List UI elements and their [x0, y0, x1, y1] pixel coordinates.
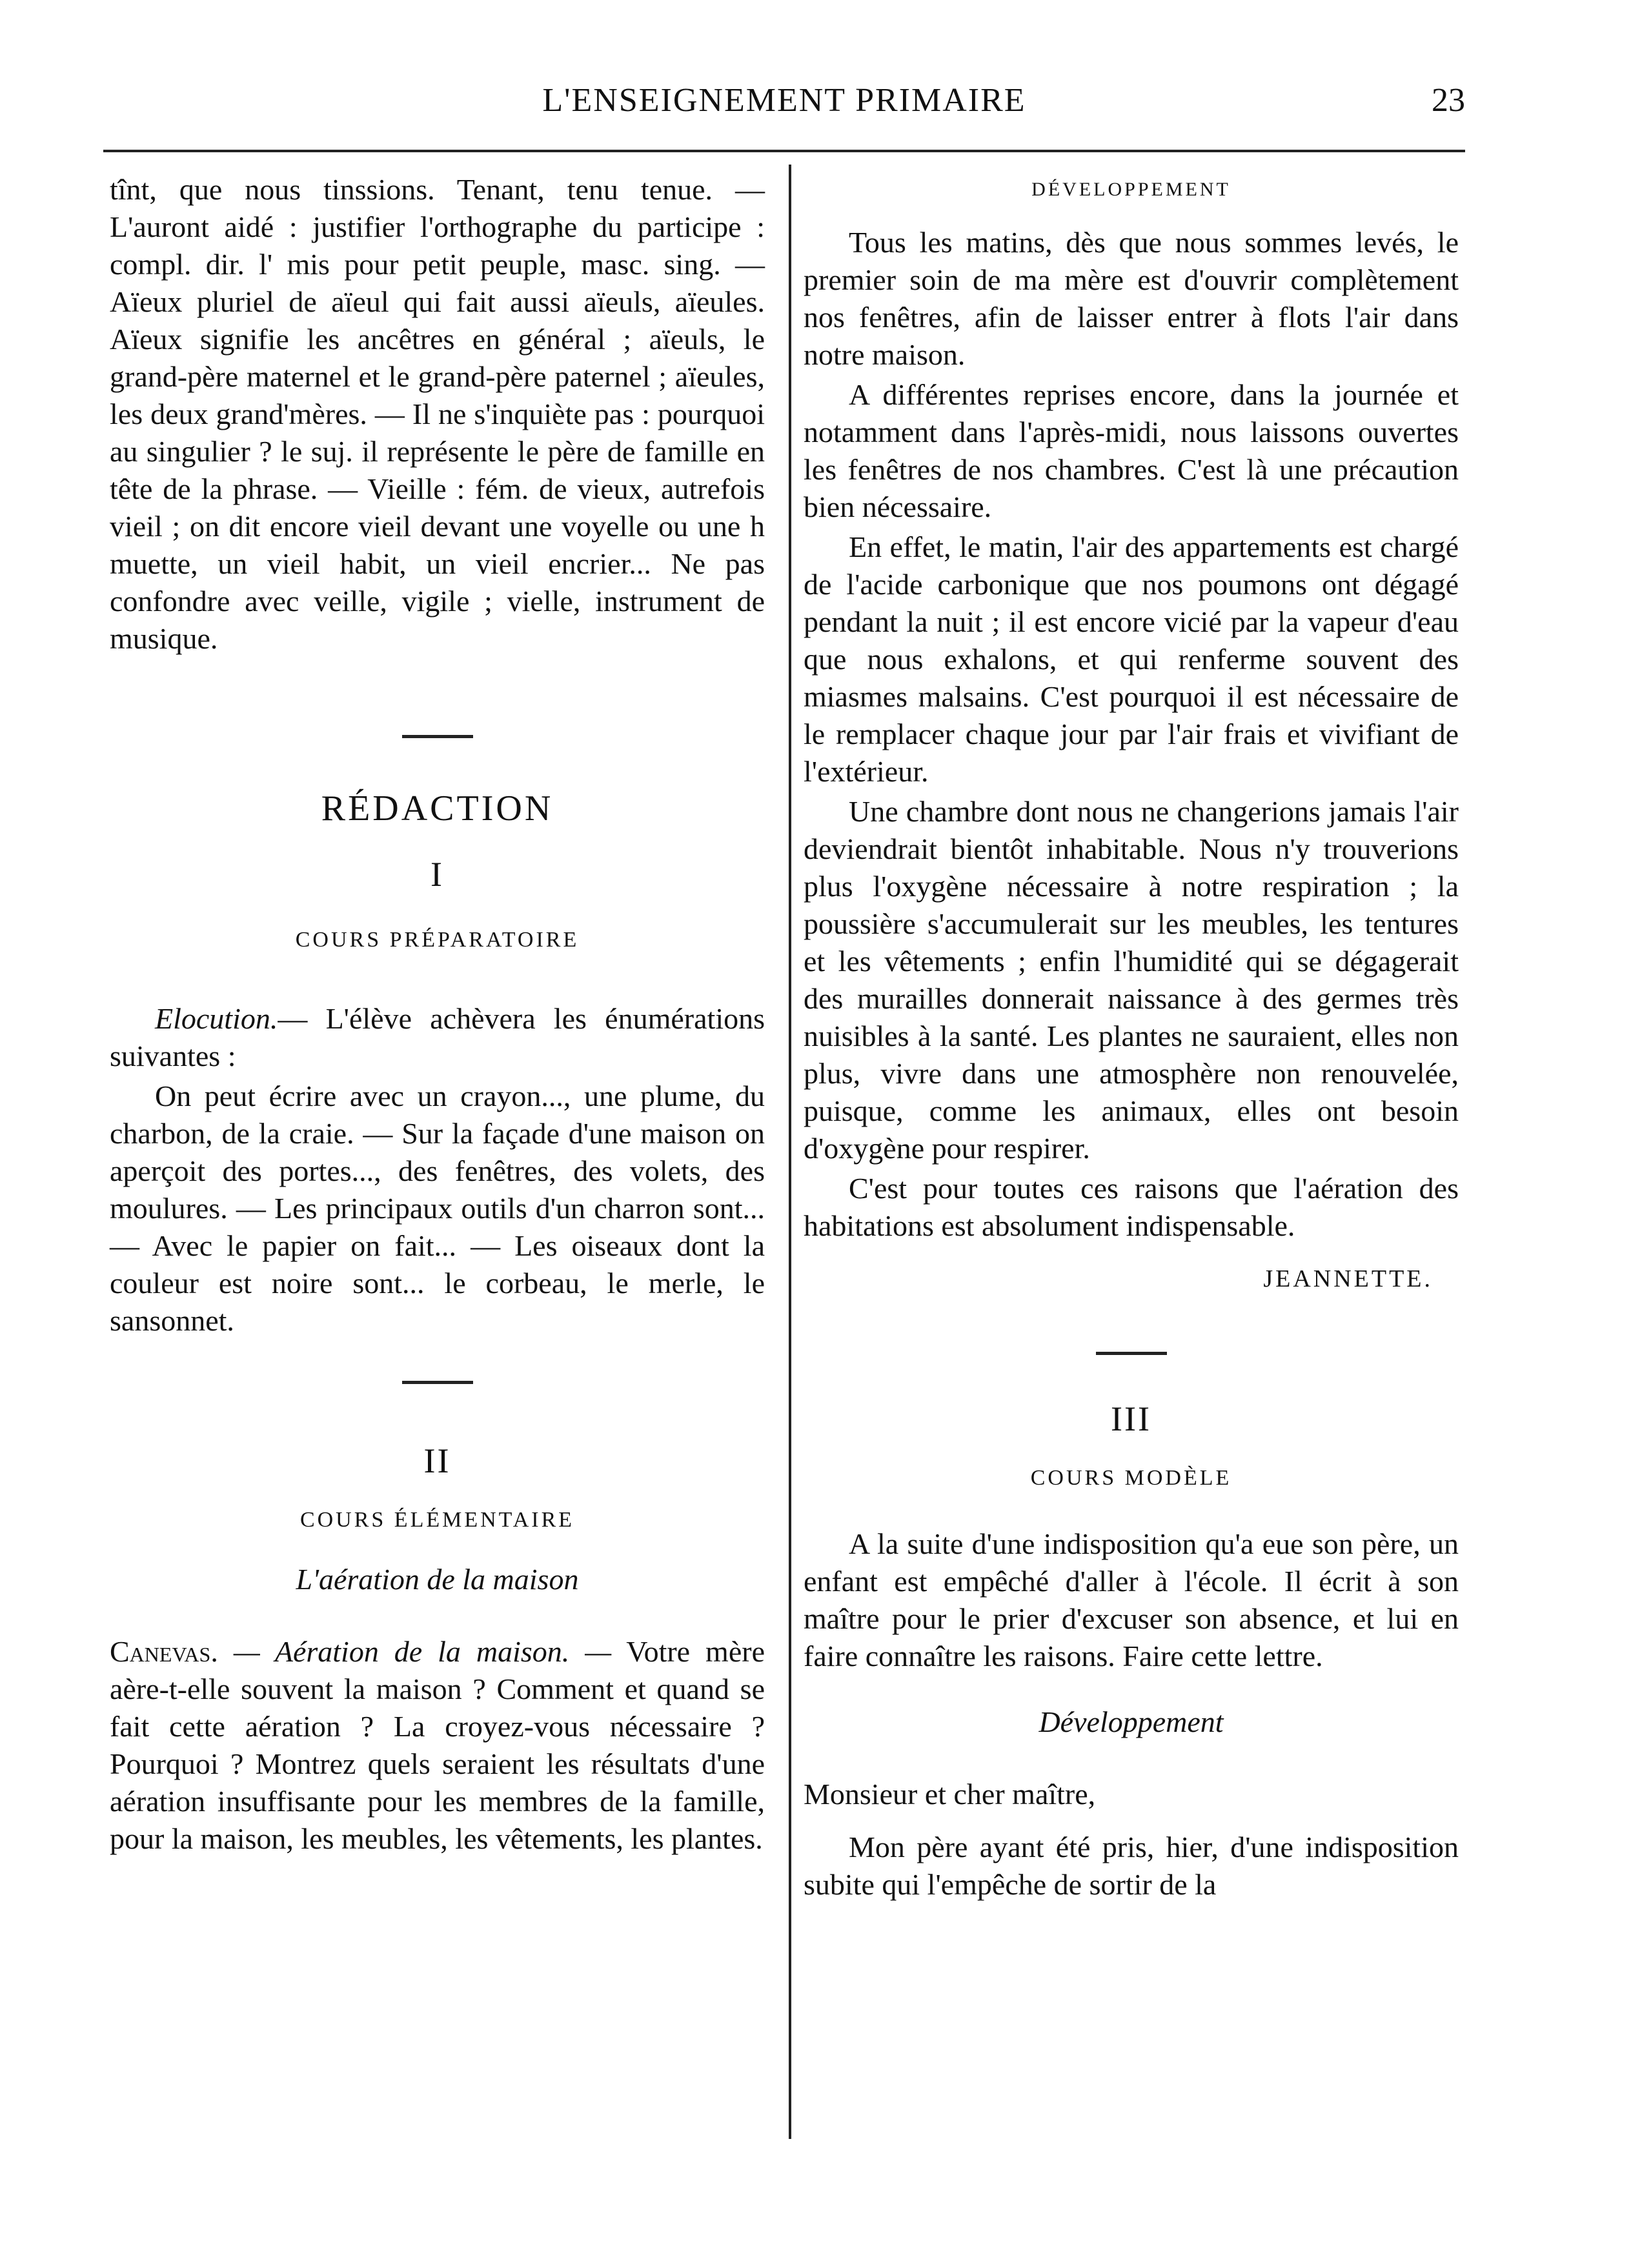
development-paragraph-5: C'est pour toutes ces raisons que l'aération des habitations est absolument indispensable. [804, 1172, 1459, 1242]
canevas-label: Canevas. [110, 1635, 218, 1668]
section-course-2: COURS ÉLÉMENTAIRE [299, 1508, 575, 1532]
redaction-heading: RÉDACTION [321, 788, 554, 828]
section-numeral-2: II [423, 1441, 451, 1480]
grammar-notes: tînt, que nous tinssions. Tenant, tenu tenue. — L'auront aidé : justifier l'orthographe du participe : compl. dir. l' mis pour petit peuple, masc. sing. — Aïeux pluriel de aïeul qui fait aussi aïeuls, aïeules. Aïeux signifie les ancêtres en général ; aïeuls, le grand-père maternel et le grand-père paternel ; aïeules, les deux grand'mères. — Il ne s'inquiète pas : pourquoi au singulier ? le suj. il représente le père de famille en tête de la phrase. — Vieille : fém. de vieux, autrefois vieil ; on dit encore vieil devant une voyelle ou une h muette, un vieil habit, un vieil encrier... Ne pas confondre avec veille, vigile ; vielle, instrument de musique. [110, 173, 765, 655]
section-course-3: COURS MODÈLE [1030, 1466, 1232, 1490]
section-course-1: COURS PRÉPARATOIRE [295, 928, 580, 952]
canevas-text: Votre mère aère-t-elle souvent la maison ? Comment et quand se fait cette aération ? La croyez-vous nécessaire ? Pourquoi ? Montrez quels seraient les résultats d'une aération insuffisante pour les membres de la famille, pour la maison, les meubles, les vêtements, les plantes. [110, 1635, 765, 1855]
development-paragraph-2: A différentes reprises encore, dans la journée et notamment dans l'après-midi, nous laissons ouvertes les fenêtres de nos chambres. C'est là une précaution bien nécessaire. [804, 378, 1459, 523]
header-rule [103, 150, 1465, 152]
running-title: L'ENSEIGNEMENT PRIMAIRE [542, 82, 1026, 119]
section-numeral-1: I [431, 855, 444, 894]
development-heading: DÉVELOPPEMENT [1031, 179, 1231, 200]
letter-start: Mon père ayant été pris, hier, d'une indisposition subite qui l'empêche de sortir de la [804, 1831, 1459, 1901]
development-paragraph-1: Tous les matins, dès que nous sommes levés, le premier soin de ma mère est d'ouvrir complètement nos fenêtres, afin de laisser entrer à flots l'air dans notre maison. [804, 226, 1459, 371]
elocution-label: Elocution. [155, 1002, 278, 1035]
signature: JEANNETTE. [1263, 1265, 1433, 1292]
development-heading-2: Développement [1038, 1705, 1224, 1738]
page-number: 23 [1432, 82, 1465, 119]
column-divider [789, 165, 791, 2139]
development-paragraph-3: En effet, le matin, l'air des appartements est chargé de l'acide carbonique que nos poumons ont dégagé pendant la nuit ; il est encore vicié par la vapeur d'eau que nous exhalons, et qui renferme souvent des miasmes malsains. C'est pourquoi il est nécessaire de le remplacer chaque jour par l'air frais et vivifiant de l'extérieur. [804, 530, 1459, 788]
salutation: Monsieur et cher maître, [804, 1778, 1096, 1811]
page-header [103, 77, 1465, 135]
right-column [804, 171, 1459, 1906]
letter-subject: A la suite d'une indisposition qu'a eue son père, un enfant est empêché d'aller à l'école. Il écrit à son maître pour le prier d'excuser son absence, et lui en faire connaître les raisons. Faire cette lettre. [804, 1527, 1459, 1672]
section-numeral-3: III [1111, 1400, 1151, 1438]
elocution-paragraph [110, 1000, 765, 1075]
development-paragraph-4: Une chambre dont nous ne changerions jamais l'air deviendrait bientôt inhabitable. Nous n'y trouverions plus l'oxygène nécessaire à notre respiration ; la poussière s'accumulerait sur les meubles, les tentures et les vêtements ; enfin l'humidité qui se dégagerait des murailles donnerait naissance à des germes très nuisibles à la santé. Les plantes ne sauraient, elles non plus, vivre dans une atmosphère non renouvelée, puisque, comme les animaux, elles ont besoin d'oxygène pour respirer. [804, 795, 1459, 1165]
canevas-paragraph [110, 1633, 765, 1858]
elocution-text: — L'élève achèvera les énumérations suivantes : [110, 1002, 765, 1072]
section-subject-2: L'aération de la maison [296, 1563, 579, 1596]
canevas-title: — Aération de la maison. — [233, 1635, 612, 1668]
left-column [110, 171, 765, 1860]
enumerations: On peut écrire avec un crayon..., une plume, du charbon, de la craie. — Sur la façade d'une maison on aperçoit des portes..., des fenêtres, des volets, des moulures. — Les principaux outils d'un charron sont... — Avec le papier on fait... — Les oiseaux dont la couleur est noire sont... le corbeau, le merle, le sansonnet. [110, 1079, 765, 1337]
